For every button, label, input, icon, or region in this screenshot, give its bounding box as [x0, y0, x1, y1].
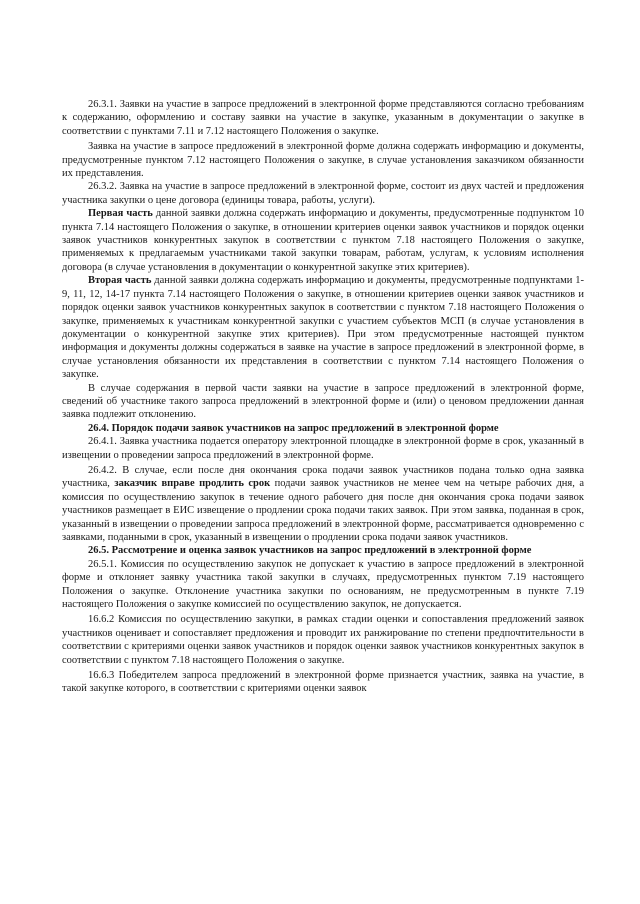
- second-part-text: данной заявки должна содержать информацию и документы, предусмотренные подпунктами 1-9, 11, 12, 14-17 пункта 7.14 настоящего Положения о закупке, в отношении критериев оценки заявок участников и порядок оценки заявок участников конкурентных закупок в соответствии с пунктом 7.18 настоящего Положения о закупке, применяемых к участникам конкурентной закупки с участием субъектов МСП (в случае установления в документации о конкурентной закупке этих критериев). При этом предусмотренные настоящей пунктом информация и документы должны содержаться в заявке на участие в запросе предложений в электронной форме, в случае установления обязанности их представления в соответствии с пунктом 7.14 настоящего Положения о закупке.: [62, 275, 584, 381]
- extension-bold: заказчик вправе продлить срок: [114, 478, 271, 490]
- extension-text-b: подачи заявок участников не менее чем на четыре рабочих дня, а комиссия по осуществлению закупок в течение одного рабочего дня после дня окончания срока подачи заявок участников размещает в ЕИС извещение о продлении срока подачи таких заявок. При этом заявка, поданная в срок, указанный в извещении о проведении запроса предложений в электронной форме, рассматривается одновременно с заявками, поданными в срок, указанный в извещении о продлении срока подачи заявок участников.: [62, 478, 584, 543]
- paragraph-26-5-1: 26.5.1. Комиссия по осуществлению закупок не допускает к участию в запросе предложений в электронной форме и отклоняет заявку участника такой закупки в случаях, предусмотренных пунктом 7.19 настоящего Положения о закупке. Отклонение участника закупки по основаниям, не предусмотренным в пункте 7.19 настоящего Положения о закупке комиссией по осуществлению закупок, не допускается.: [62, 558, 584, 611]
- paragraph-16-6-3: 16.6.3 Победителем запроса предложений в электронной форме признается участник, заявка на участие, в такой закупке которого, в соответствии с критериями оценки заявок: [62, 670, 584, 695]
- paragraph-26-3-1: 26.3.1. Заявки на участие в запросе предложений в электронной форме представляются согласно требованиям к содержанию, оформлению и составу заявки на участие в закупке, указанным в документации о закупке в соответствии с пунктами 7.11 и 7.12 настоящего Положения о закупке.: [62, 99, 584, 137]
- paragraph-26-4-2: [62, 464, 584, 544]
- section-heading-26-4: 26.4. Порядок подачи заявок участников на запрос предложений в электронной форме: [88, 422, 499, 434]
- first-part-label: Первая часть: [88, 208, 153, 220]
- paragraph-second-part: [62, 274, 584, 381]
- second-part-label: Вторая часть: [88, 275, 152, 287]
- section-heading-26-5: 26.5. Рассмотрение и оценка заявок участников на запрос предложений в электронной форме: [88, 545, 532, 557]
- paragraph-26-4-1: 26.4.1. Заявка участника подается оператору электронной площадке в электронной форме в срок, указанный в извещении о проведении запроса предложений в электронной форме.: [62, 436, 584, 461]
- first-part-text: данной заявки должна содержать информацию и документы, предусмотренные подпунктом 10 пункта 7.14 настоящего Положения о закупке, в отношении критериев оценки заявок участников и порядок оценки заявок участников конкурентных закупок в соответствии с пунктом 7.18 настоящего Положения о закупке, применяемых к предлагаемым участниками такой закупки товарам, работам, услугам, к условиям исполнения договора (в случае установления в документации о конкурентной закупке этих критериев).: [62, 208, 585, 273]
- paragraph-rejection: В случае содержания в первой части заявки на участие в запросе предложений в электронной форме, сведений об участнике такого запроса предложений в электронной форме и (или) о ценовом предложении данная заявка подлежит отклонению.: [62, 382, 584, 421]
- extension-text-a: 26.4.2. В случае, если после дня окончания срока подачи заявок участников подана только одна заявка участника,: [62, 464, 584, 490]
- paragraph-26-3-2: 26.3.2. Заявка на участие в запросе предложений в электронной форме, состоит из двух частей и предложения участника закупки о цене договора (единицы товара, работы, услуги).: [62, 181, 584, 206]
- paragraph-16-6-2: 16.6.2 Комиссия по осуществлению закупки, в рамках стадии оценки и сопоставления предложений заявок участников оценивает и сопоставляет предложения и проводит их ранжирование по степени предпочтительности в соответствии с критериями оценки заявок участников и порядок оценки заявок участников конкурентных закупок в соответствии с пунктом 7.18 настоящего Положения о закупке.: [62, 614, 584, 666]
- document-page: [62, 98, 584, 696]
- paragraph-application-content: Заявка на участие в запросе предложений в электронной форме должна содержать информацию и документы, предусмотренные пунктом 7.12 настоящего Положения о закупке, в случае установления заказчиком обязанности их представления.: [62, 141, 584, 180]
- paragraph-first-part: [62, 207, 584, 274]
